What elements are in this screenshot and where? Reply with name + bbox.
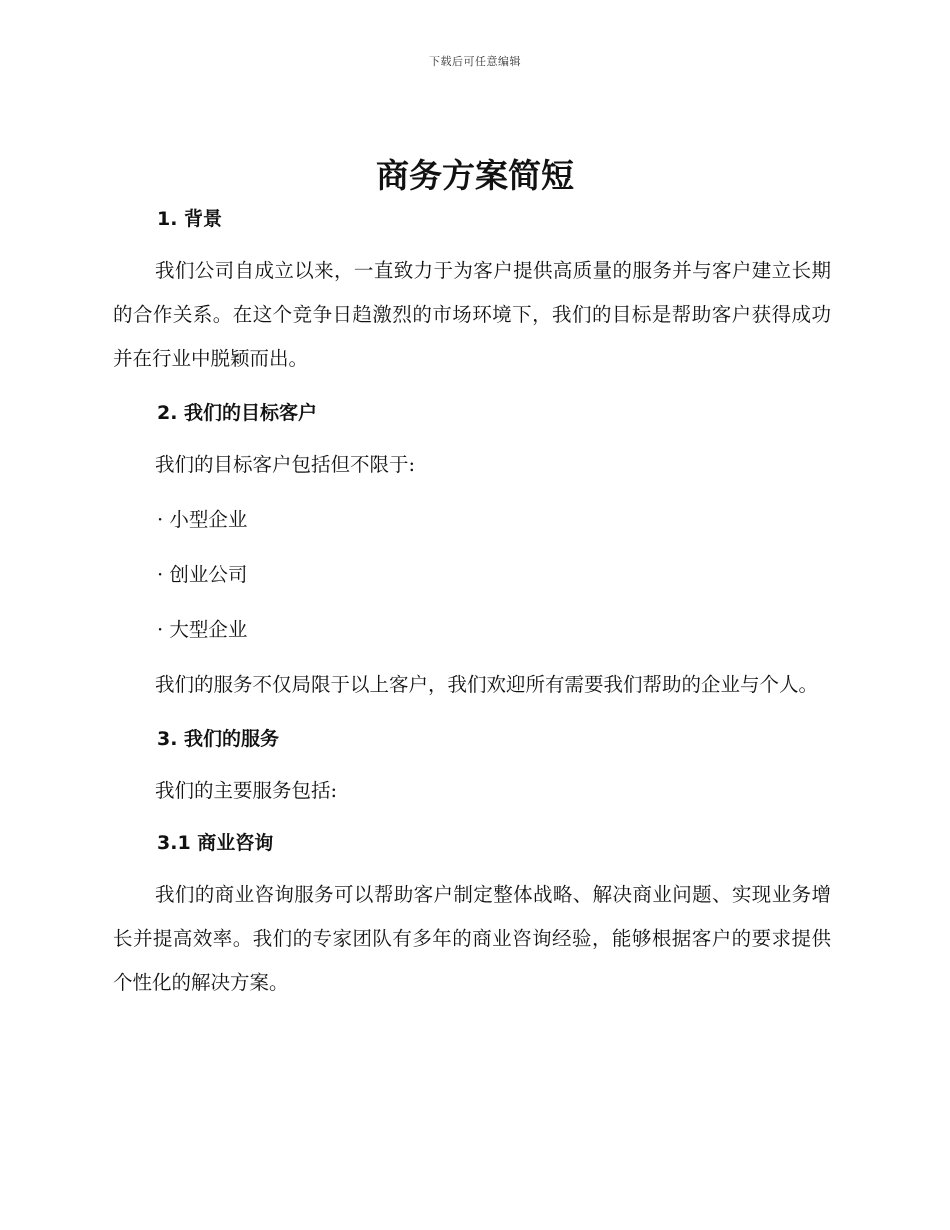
document-title: 商务方案简短 [376,156,574,195]
section-heading-target-customers: 2. 我们的目标客户 [157,402,318,424]
list-item: · 小型企业 [157,508,248,531]
section-heading-background: 1. 背景 [157,208,223,230]
list-item: · 创业公司 [157,563,248,586]
subsection-heading-consulting: 3.1 商业咨询 [157,832,274,854]
background-paragraph: 我们公司自成立以来，一直致力于为客户提供高质量的服务并与客户建立长期的合作关系。在这个竞争日趋激烈的市场环境下，我们的目标是帮助客户获得成功并在行业中脱颖而出。 [113,259,831,370]
section-heading-services: 3. 我们的服务 [157,728,280,750]
document-body [113,200,831,1005]
header-note: 下载后可任意编辑 [429,55,521,68]
list-item: · 大型企业 [157,618,248,641]
target-customers-closing: 我们的服务不仅局限于以上客户，我们欢迎所有需要我们帮助的企业与个人。 [155,673,819,696]
target-customers-intro: 我们的目标客户包括但不限于: [155,453,416,476]
consulting-paragraph: 我们的商业咨询服务可以帮助客户制定整体战略、解决商业问题、实现业务增长并提高效率。我们的专家团队有多年的商业咨询经验，能够根据客户的要求提供个性化的解决方案。 [113,883,831,994]
services-intro: 我们的主要服务包括: [155,779,338,802]
